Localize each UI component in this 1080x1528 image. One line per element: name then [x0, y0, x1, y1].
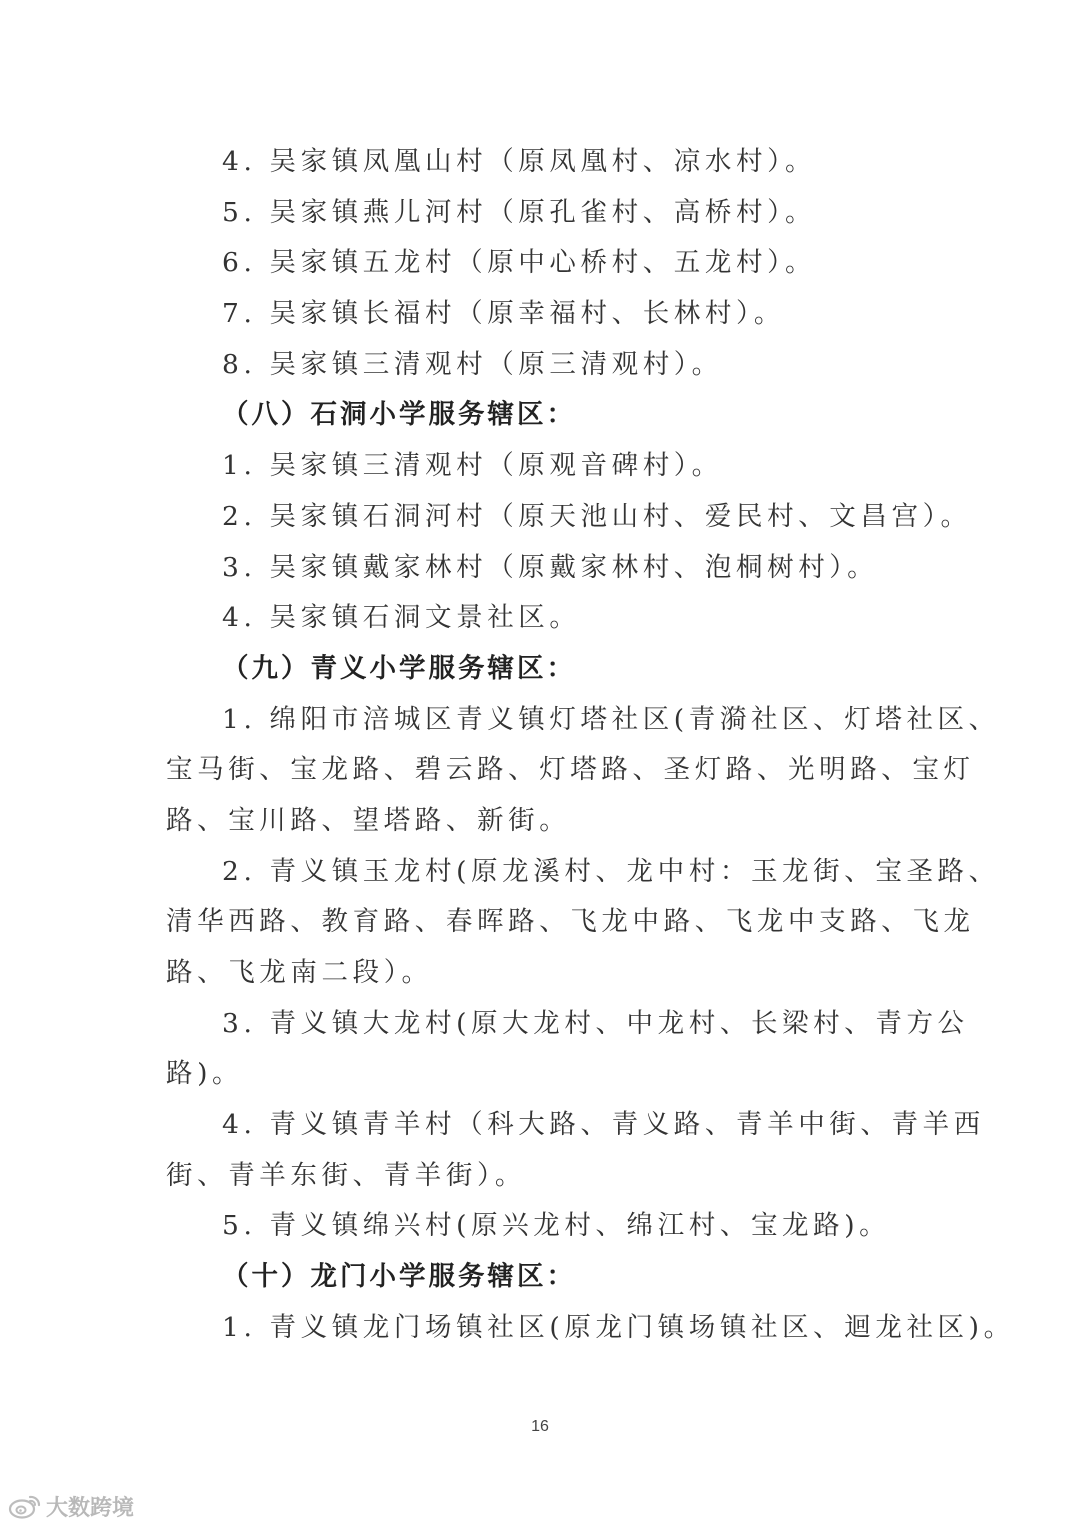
list-item-continuation: 宝马街、宝龙路、碧云路、灯塔路、圣灯路、光明路、宝灯 — [166, 754, 975, 786]
list-item-continuation: 路、宝川路、望塔路、新街。 — [166, 804, 571, 836]
watermark-text: 大数跨境 — [46, 1495, 135, 1521]
list-item: 4. 吴家镇石洞文景社区。 — [222, 602, 581, 634]
list-item: 8. 吴家镇三清观村（原三清观村）。 — [222, 348, 723, 380]
list-item: 4. 青义镇青羊村（科大路、青义路、青羊中街、青羊西 — [222, 1109, 985, 1141]
list-item: 3. 青义镇大龙村(原大龙村、中龙村、长梁村、青方公 — [222, 1007, 969, 1039]
list-item: 7. 吴家镇长福村（原幸福村、长林村）。 — [222, 298, 785, 330]
page-number: 16 — [531, 1418, 549, 1435]
list-item-continuation: 路、飞龙南二段）。 — [166, 957, 433, 988]
list-item: 2. 青义镇玉龙村(原龙溪村、龙中村：玉龙街、宝圣路、 — [222, 855, 1000, 887]
weibo-icon — [8, 1493, 42, 1519]
list-item: 4. 吴家镇凤凰山村（原凤凰村、凉水村）。 — [222, 146, 817, 177]
list-item: 6. 吴家镇五龙村（原中心桥村、五龙村）。 — [222, 247, 817, 279]
list-item: 1. 吴家镇三清观村（原观音碑村）。 — [222, 450, 723, 482]
list-item-continuation: 街、青羊东街、青羊街）。 — [166, 1159, 526, 1191]
section-heading: （九）青义小学服务辖区： — [222, 652, 576, 684]
list-item: 5. 青义镇绵兴村(原兴龙村、绵江村、宝龙路)。 — [222, 1210, 891, 1242]
list-item: 5. 吴家镇燕儿河村（原孔雀村、高桥村）。 — [222, 196, 817, 228]
document-body — [166, 137, 1015, 1354]
list-item: 1. 青义镇龙门场镇社区(原龙门镇场镇社区、迴龙社区)。 — [222, 1311, 1015, 1343]
list-item: 3. 吴家镇戴家林村（原戴家林村、泡桐树村）。 — [222, 551, 879, 583]
section-heading: （八）石洞小学服务辖区： — [222, 399, 576, 431]
list-item-continuation: 路)。 — [166, 1058, 244, 1090]
section-heading: （十）龙门小学服务辖区： — [222, 1261, 576, 1293]
list-item-continuation: 清华西路、教育路、春晖路、飞龙中路、飞龙中支路、飞龙 — [166, 906, 975, 938]
list-item: 1. 绵阳市涪城区青义镇灯塔社区(青漪社区、灯塔社区、 — [222, 703, 1000, 735]
watermark — [8, 1490, 134, 1522]
list-item: 2. 吴家镇石洞河村（原天池山村、爱民村、文昌宫）。 — [222, 500, 972, 532]
